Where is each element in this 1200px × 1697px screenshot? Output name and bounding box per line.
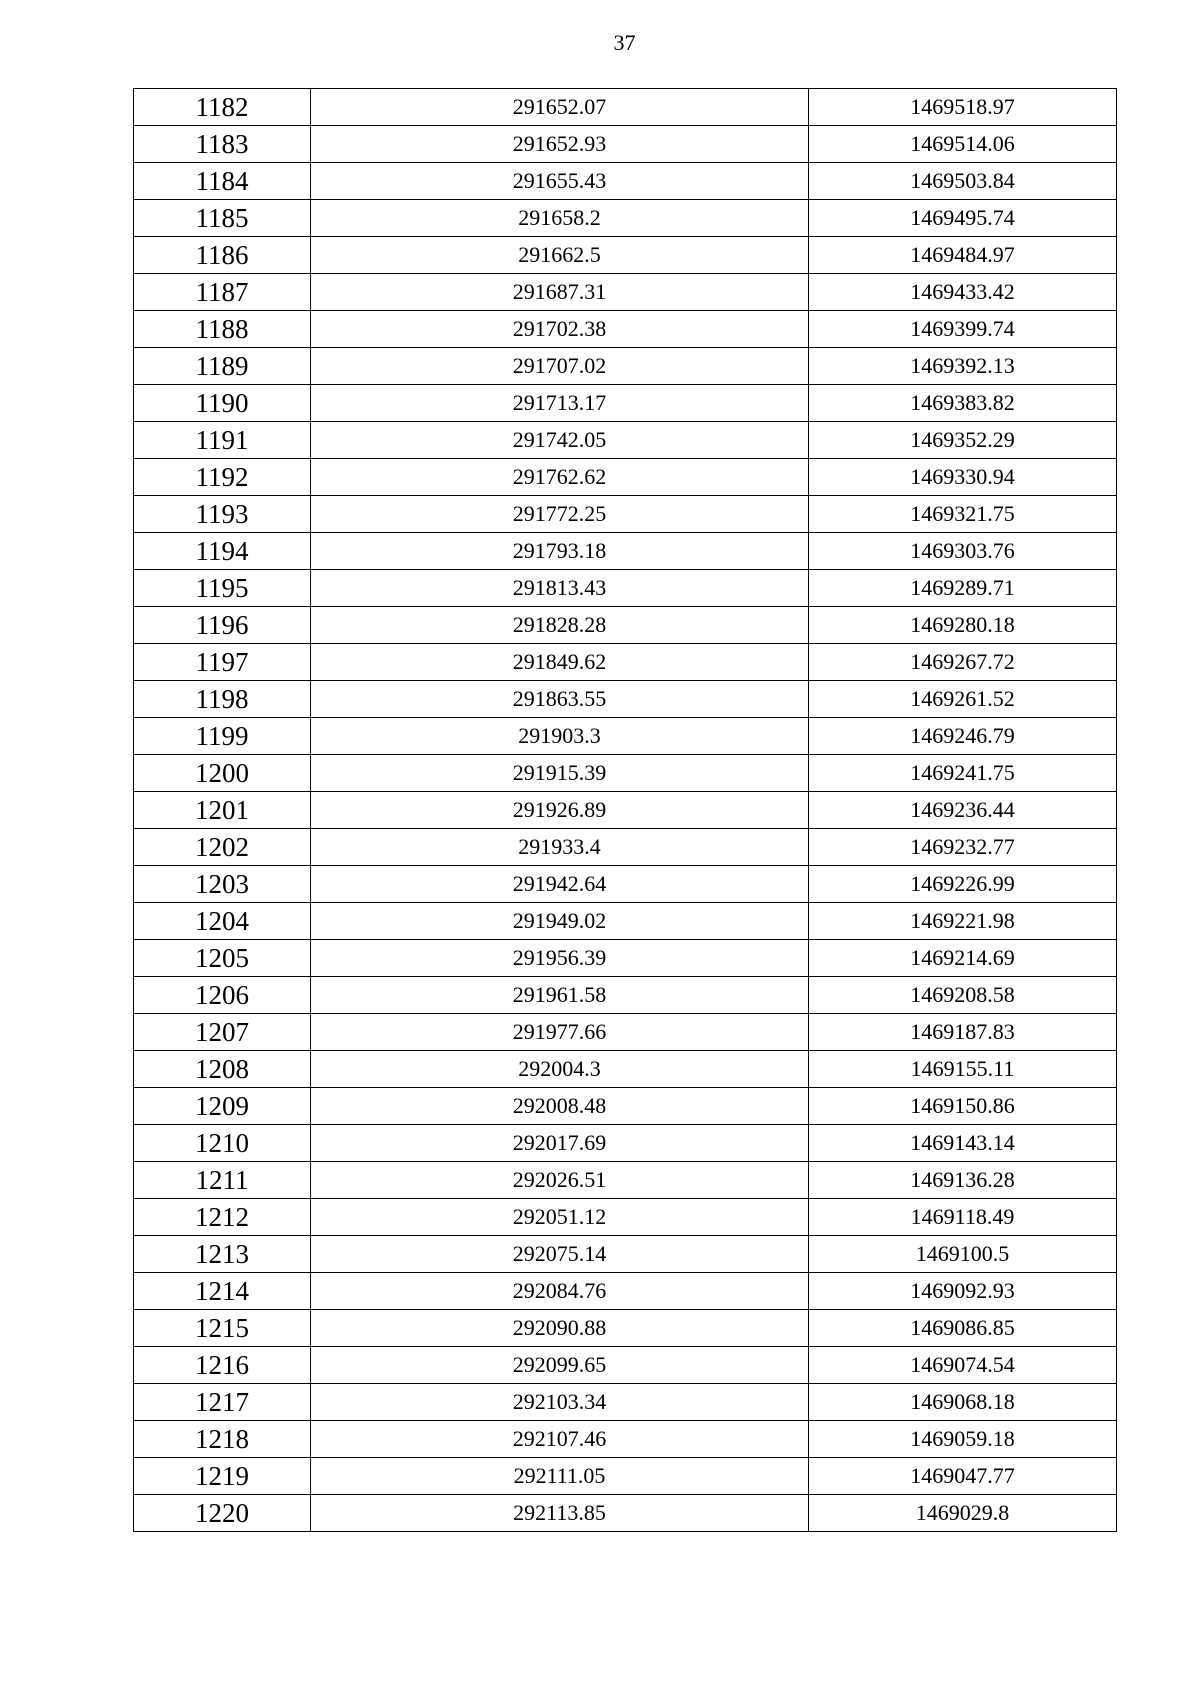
y-coordinate-cell: 1469143.14	[809, 1125, 1117, 1162]
point-number-cell: 1208	[134, 1051, 311, 1088]
x-coordinate-cell: 292017.69	[311, 1125, 809, 1162]
x-coordinate-cell: 291849.62	[311, 644, 809, 681]
y-coordinate-cell: 1469221.98	[809, 903, 1117, 940]
point-number-cell: 1183	[134, 126, 311, 163]
point-number-cell: 1205	[134, 940, 311, 977]
point-number-cell: 1201	[134, 792, 311, 829]
table-row	[134, 89, 1117, 126]
table-row	[134, 607, 1117, 644]
table-row	[134, 570, 1117, 607]
point-number-cell: 1197	[134, 644, 311, 681]
point-number-cell: 1219	[134, 1458, 311, 1495]
point-number-cell: 1194	[134, 533, 311, 570]
table-row	[134, 163, 1117, 200]
y-coordinate-cell: 1469280.18	[809, 607, 1117, 644]
x-coordinate-cell: 291977.66	[311, 1014, 809, 1051]
y-coordinate-cell: 1469433.42	[809, 274, 1117, 311]
x-coordinate-cell: 292084.76	[311, 1273, 809, 1310]
table-row	[134, 1014, 1117, 1051]
y-coordinate-cell: 1469399.74	[809, 311, 1117, 348]
coordinates-table	[133, 88, 1117, 1532]
y-coordinate-cell: 1469503.84	[809, 163, 1117, 200]
y-coordinate-cell: 1469246.79	[809, 718, 1117, 755]
x-coordinate-cell: 291956.39	[311, 940, 809, 977]
x-coordinate-cell: 292107.46	[311, 1421, 809, 1458]
x-coordinate-cell: 292099.65	[311, 1347, 809, 1384]
point-number-cell: 1203	[134, 866, 311, 903]
table-row	[134, 755, 1117, 792]
table-row	[134, 459, 1117, 496]
table-row	[134, 237, 1117, 274]
x-coordinate-cell: 292075.14	[311, 1236, 809, 1273]
point-number-cell: 1195	[134, 570, 311, 607]
point-number-cell: 1212	[134, 1199, 311, 1236]
y-coordinate-cell: 1469352.29	[809, 422, 1117, 459]
point-number-cell: 1192	[134, 459, 311, 496]
table-row	[134, 903, 1117, 940]
x-coordinate-cell: 291652.07	[311, 89, 809, 126]
table-row	[134, 126, 1117, 163]
table-row	[134, 1310, 1117, 1347]
table-row	[134, 977, 1117, 1014]
point-number-cell: 1191	[134, 422, 311, 459]
table-row	[134, 1384, 1117, 1421]
table-row	[134, 1458, 1117, 1495]
x-coordinate-cell: 291949.02	[311, 903, 809, 940]
point-number-cell: 1209	[134, 1088, 311, 1125]
point-number-cell: 1200	[134, 755, 311, 792]
y-coordinate-cell: 1469303.76	[809, 533, 1117, 570]
y-coordinate-cell: 1469092.93	[809, 1273, 1117, 1310]
y-coordinate-cell: 1469321.75	[809, 496, 1117, 533]
point-number-cell: 1217	[134, 1384, 311, 1421]
point-number-cell: 1206	[134, 977, 311, 1014]
y-coordinate-cell: 1469118.49	[809, 1199, 1117, 1236]
x-coordinate-cell: 291662.5	[311, 237, 809, 274]
table-row	[134, 644, 1117, 681]
y-coordinate-cell: 1469214.69	[809, 940, 1117, 977]
y-coordinate-cell: 1469068.18	[809, 1384, 1117, 1421]
table-row	[134, 1236, 1117, 1273]
x-coordinate-cell: 292090.88	[311, 1310, 809, 1347]
y-coordinate-cell: 1469484.97	[809, 237, 1117, 274]
point-number-cell: 1215	[134, 1310, 311, 1347]
point-number-cell: 1184	[134, 163, 311, 200]
point-number-cell: 1187	[134, 274, 311, 311]
x-coordinate-cell: 291742.05	[311, 422, 809, 459]
table-row	[134, 200, 1117, 237]
table-row	[134, 1199, 1117, 1236]
x-coordinate-cell: 291658.2	[311, 200, 809, 237]
x-coordinate-cell: 292103.34	[311, 1384, 809, 1421]
x-coordinate-cell: 292004.3	[311, 1051, 809, 1088]
table-row	[134, 866, 1117, 903]
table-row	[134, 792, 1117, 829]
point-number-cell: 1216	[134, 1347, 311, 1384]
x-coordinate-cell: 291961.58	[311, 977, 809, 1014]
point-number-cell: 1193	[134, 496, 311, 533]
point-number-cell: 1199	[134, 718, 311, 755]
x-coordinate-cell: 291713.17	[311, 385, 809, 422]
x-coordinate-cell: 291687.31	[311, 274, 809, 311]
x-coordinate-cell: 291652.93	[311, 126, 809, 163]
y-coordinate-cell: 1469074.54	[809, 1347, 1117, 1384]
point-number-cell: 1185	[134, 200, 311, 237]
table-row	[134, 1495, 1117, 1532]
y-coordinate-cell: 1469289.71	[809, 570, 1117, 607]
y-coordinate-cell: 1469518.97	[809, 89, 1117, 126]
point-number-cell: 1211	[134, 1162, 311, 1199]
x-coordinate-cell: 291933.4	[311, 829, 809, 866]
y-coordinate-cell: 1469330.94	[809, 459, 1117, 496]
x-coordinate-cell: 291793.18	[311, 533, 809, 570]
table-row	[134, 348, 1117, 385]
table-row	[134, 1088, 1117, 1125]
x-coordinate-cell: 292051.12	[311, 1199, 809, 1236]
x-coordinate-cell: 291903.3	[311, 718, 809, 755]
table-row	[134, 496, 1117, 533]
table-row	[134, 1273, 1117, 1310]
table-row	[134, 940, 1117, 977]
y-coordinate-cell: 1469392.13	[809, 348, 1117, 385]
x-coordinate-cell: 291707.02	[311, 348, 809, 385]
y-coordinate-cell: 1469514.06	[809, 126, 1117, 163]
point-number-cell: 1207	[134, 1014, 311, 1051]
x-coordinate-cell: 291702.38	[311, 311, 809, 348]
point-number-cell: 1188	[134, 311, 311, 348]
x-coordinate-cell: 292026.51	[311, 1162, 809, 1199]
x-coordinate-cell: 291863.55	[311, 681, 809, 718]
table-row	[134, 385, 1117, 422]
y-coordinate-cell: 1469155.11	[809, 1051, 1117, 1088]
point-number-cell: 1190	[134, 385, 311, 422]
point-number-cell: 1186	[134, 237, 311, 274]
table-row	[134, 533, 1117, 570]
y-coordinate-cell: 1469232.77	[809, 829, 1117, 866]
y-coordinate-cell: 1469029.8	[809, 1495, 1117, 1532]
table-row	[134, 829, 1117, 866]
y-coordinate-cell: 1469495.74	[809, 200, 1117, 237]
point-number-cell: 1196	[134, 607, 311, 644]
point-number-cell: 1220	[134, 1495, 311, 1532]
table-row	[134, 422, 1117, 459]
table-row	[134, 681, 1117, 718]
y-coordinate-cell: 1469383.82	[809, 385, 1117, 422]
table-row	[134, 311, 1117, 348]
table-row	[134, 1051, 1117, 1088]
point-number-cell: 1214	[134, 1273, 311, 1310]
y-coordinate-cell: 1469226.99	[809, 866, 1117, 903]
table-row	[134, 1421, 1117, 1458]
point-number-cell: 1213	[134, 1236, 311, 1273]
point-number-cell: 1202	[134, 829, 311, 866]
point-number-cell: 1182	[134, 89, 311, 126]
x-coordinate-cell: 291813.43	[311, 570, 809, 607]
x-coordinate-cell: 291828.28	[311, 607, 809, 644]
point-number-cell: 1210	[134, 1125, 311, 1162]
x-coordinate-cell: 292113.85	[311, 1495, 809, 1532]
y-coordinate-cell: 1469208.58	[809, 977, 1117, 1014]
y-coordinate-cell: 1469241.75	[809, 755, 1117, 792]
y-coordinate-cell: 1469236.44	[809, 792, 1117, 829]
point-number-cell: 1218	[134, 1421, 311, 1458]
page-number: 37	[613, 30, 636, 55]
point-number-cell: 1189	[134, 348, 311, 385]
y-coordinate-cell: 1469267.72	[809, 644, 1117, 681]
y-coordinate-cell: 1469100.5	[809, 1236, 1117, 1273]
y-coordinate-cell: 1469047.77	[809, 1458, 1117, 1495]
coordinates-table-body	[134, 89, 1117, 1532]
y-coordinate-cell: 1469059.18	[809, 1421, 1117, 1458]
point-number-cell: 1204	[134, 903, 311, 940]
x-coordinate-cell: 292111.05	[311, 1458, 809, 1495]
y-coordinate-cell: 1469150.86	[809, 1088, 1117, 1125]
x-coordinate-cell: 291772.25	[311, 496, 809, 533]
table-row	[134, 274, 1117, 311]
x-coordinate-cell: 291926.89	[311, 792, 809, 829]
x-coordinate-cell: 292008.48	[311, 1088, 809, 1125]
x-coordinate-cell: 291655.43	[311, 163, 809, 200]
y-coordinate-cell: 1469136.28	[809, 1162, 1117, 1199]
table-row	[134, 1162, 1117, 1199]
table-row	[134, 1347, 1117, 1384]
y-coordinate-cell: 1469086.85	[809, 1310, 1117, 1347]
x-coordinate-cell: 291762.62	[311, 459, 809, 496]
table-row	[134, 1125, 1117, 1162]
y-coordinate-cell: 1469187.83	[809, 1014, 1117, 1051]
x-coordinate-cell: 291915.39	[311, 755, 809, 792]
table-row	[134, 718, 1117, 755]
point-number-cell: 1198	[134, 681, 311, 718]
x-coordinate-cell: 291942.64	[311, 866, 809, 903]
y-coordinate-cell: 1469261.52	[809, 681, 1117, 718]
